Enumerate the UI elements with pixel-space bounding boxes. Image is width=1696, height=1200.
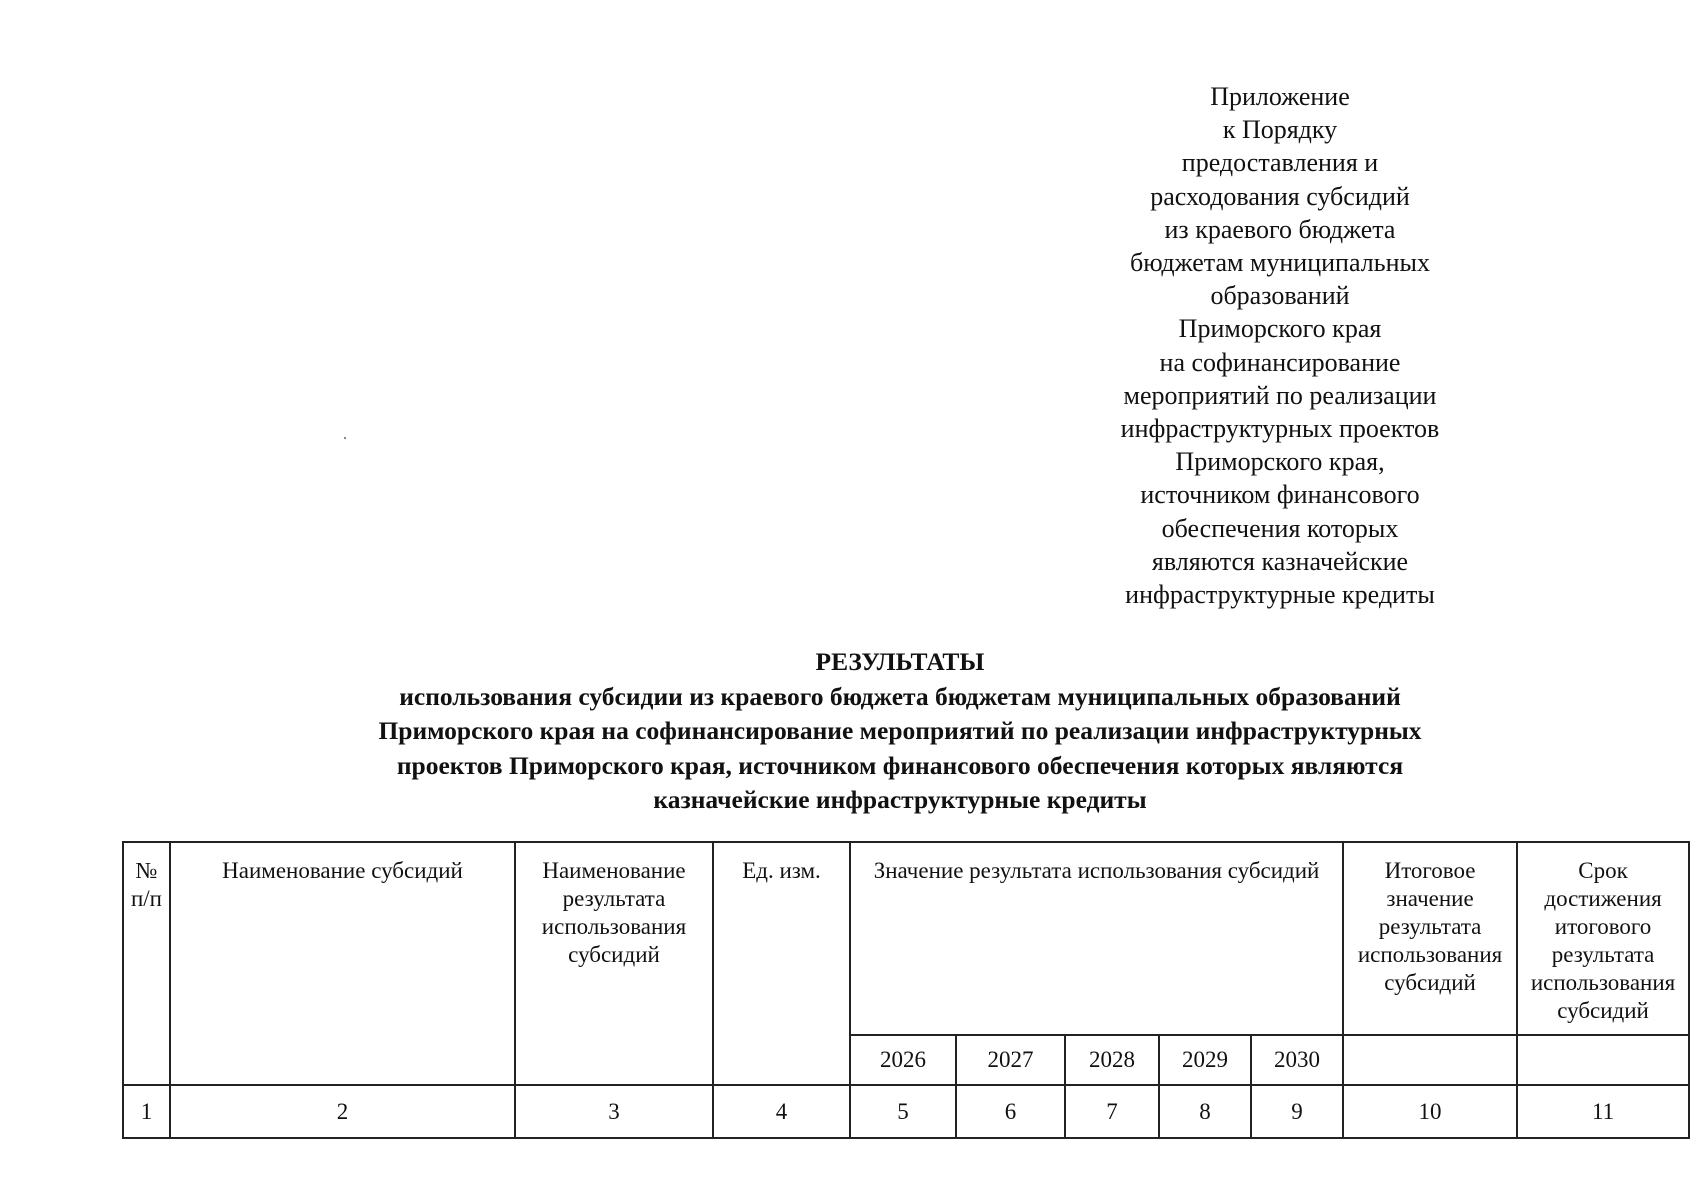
header-result-value: Значение результата использования субсидий [850,842,1343,1035]
column-number-cell: 8 [1159,1085,1251,1138]
column-number-cell: 10 [1343,1085,1517,1138]
results-table [122,841,1690,1139]
document-subtitle-line: проектов Приморского края, источником финансового обеспечения которых являются [396,750,1404,780]
empty-cell [1343,1035,1517,1085]
year-cell: 2027 [956,1035,1065,1085]
header-subsidy-name: Наименование субсидий [170,842,515,1085]
column-number-cell: 2 [170,1085,515,1138]
column-number-cell: 5 [850,1085,956,1138]
column-number-cell: 4 [713,1085,850,1138]
appendix-line: на софинансирование [1159,347,1401,377]
year-cell: 2028 [1065,1035,1159,1085]
year-cell: 2030 [1251,1035,1343,1085]
appendix-line: источником финансового [1140,480,1420,510]
year-cell: 2026 [850,1035,956,1085]
column-number-cell: 7 [1065,1085,1159,1138]
appendix-line: Приложение [1210,82,1350,111]
column-number-cell: 11 [1517,1085,1689,1138]
header-unit: Ед. изм. [713,842,850,1085]
empty-cell [1517,1035,1689,1085]
document-title: РЕЗУЛЬТАТЫ [815,647,985,676]
appendix-line: предоставления и [1181,148,1379,178]
appendix-line: расходования субсидий [1150,181,1410,211]
appendix-block [1060,80,1500,611]
appendix-line: из краевого бюджета [1164,214,1396,244]
table-column-numbers-row [123,1085,1689,1138]
appendix-line: являются казначейские [1151,546,1409,576]
document-subtitle-line: Приморского края на софинансирование мероприятий по реализации инфраструктурных [378,716,1422,745]
scan-speck [344,437,346,439]
appendix-line: обеспечения которых [1161,513,1399,543]
appendix-line: инфраструктурных проектов [1120,414,1440,444]
appendix-line: мероприятий по реализации [1123,380,1437,410]
column-number-cell: 1 [123,1085,170,1138]
appendix-line: инфраструктурные кредиты [1125,580,1435,610]
appendix-line: к Порядку [1222,115,1338,145]
header-result-name: Наименование результата использования субсидий [515,842,713,1085]
column-number-cell: 3 [515,1085,713,1138]
table-header-row [123,842,1689,1035]
document-heading [160,645,1640,818]
appendix-line: Приморского края [1178,314,1382,344]
header-final-value: Итоговое значение результата использования субсидий [1343,842,1517,1035]
year-cell: 2029 [1159,1035,1251,1085]
appendix-line: образований [1210,281,1350,311]
header-deadline: Срок достижения итогового результата использования субсидий [1517,842,1689,1035]
appendix-line: бюджетам муниципальных [1130,248,1430,278]
document-subtitle-line: использования субсидии из краевого бюджета бюджетам муниципальных образований [399,681,1401,711]
appendix-line: Приморского края, [1175,447,1385,477]
column-number-cell: 6 [956,1085,1065,1138]
header-number: № п/п [123,842,170,1085]
document-subtitle-line: казначейские инфраструктурные кредиты [653,785,1147,814]
column-number-cell: 9 [1251,1085,1343,1138]
